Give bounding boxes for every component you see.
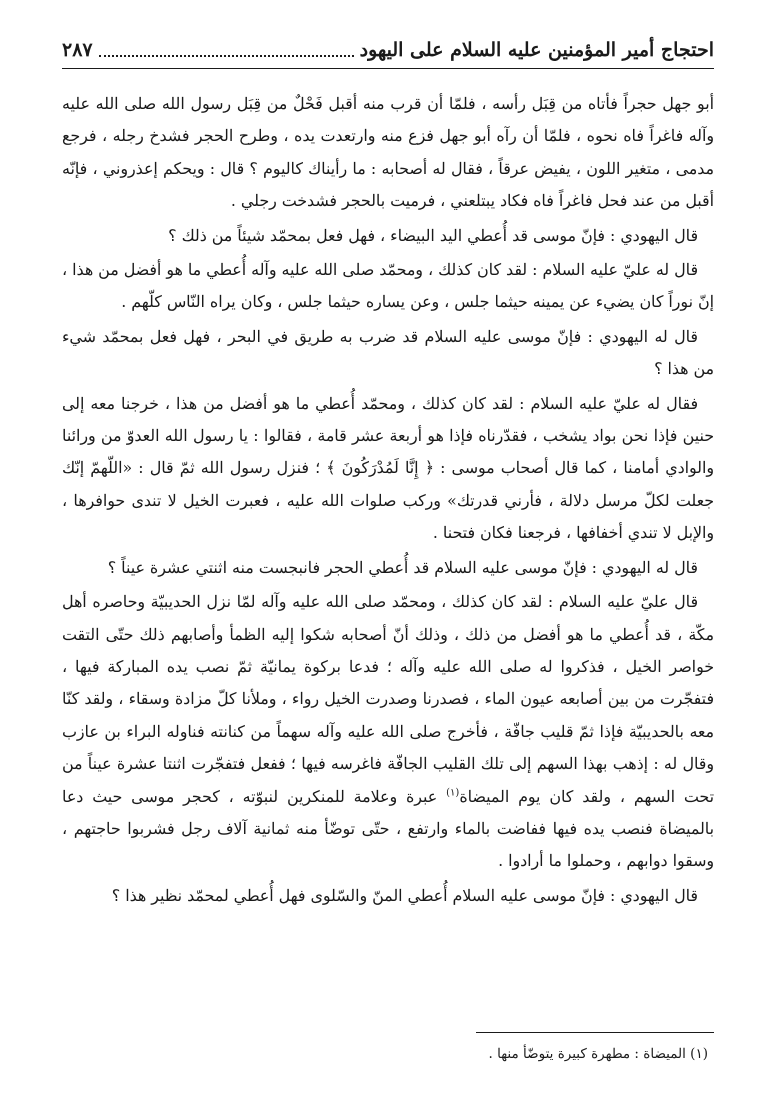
header-title: احتجاج أمير المؤمنين عليه السلام على اليهود: [359, 39, 714, 61]
paragraph-4: قال له اليهودي : فإنّ موسى عليه السلام قد ضرب به طريق في البحر ، فهل فعل بمحمّد شيء من هذا ؟: [62, 326, 714, 379]
footnote-rule: [476, 1032, 714, 1033]
header-dot-leader: [99, 43, 354, 57]
paragraph-2: قال اليهودي : فإنّ موسى قد أُعطي اليد البيضاء ، فهل فعل بمحمّد شيئاً من ذلك ؟: [168, 225, 698, 245]
paragraph-3: قال له عليّ عليه السلام : لقد كان كذلك ، ومحمّد صلى الله عليه وآله أُعطي ما هو أفضل من هذا ، إنّ نوراً كان يضيء عن يمينه حيثما جلس ، وعن يساره حيثما جلس ، وكان يراه النّاس كلّهم .: [62, 260, 714, 312]
paragraph-5: فقال له عليّ عليه السلام : لقد كان كذلك ، ومحمّد أُعطي ما هو أفضل من هذا ، خرجنا معه إلى حنين فإذا نحن بواد يشخب ، فقدّرناه فإذا هو أربعة عشر قامة ، فقالوا : يا رسول الله العدوّ من ورائنا والوادي أمامنا ، كما قال أصحاب موسى : ﴿ إِنَّا لَمُدْرَكُونَ ﴾ ؛ فنزل رسول الله ثمّ قال : «اللّهمّ إنّك جعلت لكلّ مرسل دلالة ، فأرني قدرتك» وركب صلوات الله عليه ، فعبرت الخيل لا تندى حوافرها ، والإبل لا تندي أخفافها ، فرجعنا فكان فتحنا .: [62, 393, 714, 543]
paragraph-7-text: قال عليّ عليه السلام : لقد كان كذلك ، ومحمّد صلى الله عليه وآله لمّا نزل الحديبيّة وحاصره أهل مكّة ، قد أُعطي ما هو أفضل من ذلك ، وذلك أنّ أصحابه شكوا إليه الظمأ وأصابهم ذلك حتّى التقت خواصر الخيل ، فذكروا له صلى الله عليه وآله ؛ فدعا بركوة يمانيّة ثمّ نصب يده المباركة فيها ، فتفجّرت من بين أصابعه عيون الماء ، فصدرنا وصدرت الخيل رواء ، وملأنا كلّ مزادة وسقاء ، ولقد كنّا معه بالحديبيّة فإذا ثمّ قليب جافّة ، فأخرج صلى الله عليه وآله سهماً من كنانته فناوله البراء بن عازب وقال له : إذهب بهذا السهم إلى تلك القليب الجافّة فاغرسه فيها ؛ ففعل فتفجّرت اثنتا عشرة عيناً من تحت السهم ، ولقد كان يوم الميضاة: [62, 592, 715, 806]
paragraph-6: قال له اليهودي : فإنّ موسى عليه السلام قد أُعطي الحجر فانبجست منه اثنتي عشرة عيناً ؟: [107, 557, 698, 577]
paragraph-8: قال اليهودي : فإنّ موسى عليه السلام أُعطي المنّ والسّلوى فهل أُعطي لمحمّد نظير هذا ؟: [111, 885, 698, 905]
header-rule: [62, 68, 714, 69]
paragraph-7: [62, 586, 714, 878]
running-header: [62, 34, 714, 66]
paragraph-1: أبو جهل حجراً فأتاه من قِبَل رأسه ، فلمّا أن قرب منه أقبل فَحْلٌ من قِبَل رسول الله صلى الله عليه وآله فاغراً فاه نحوه ، فلمّا أن رآه أبو جهل فزع منه وارتعدت يده ، وطرح الحجر فشدخ رجله ، فرجع مدمى ، متغير اللون ، يفيض عرقاً ، فقال له أصحابه : ما رأيناك كاليوم ؟ قال : ويحكم إعذروني ، فإنّه أقبل من عند فحل فاغراً فاه فكاد يبتلعني ، فرميت بالحجر فشدخت رجلي .: [62, 94, 714, 211]
footnote: (١) الميضاة : مطهرة كبيرة يتوضّأ منها .: [488, 1046, 708, 1062]
page-number: ٢٨٧: [62, 39, 93, 61]
footnote-marker: (١): [446, 787, 460, 799]
main-text: [62, 88, 714, 914]
paragraph-7-continuation: عبرة وعلامة للمنكرين لنبوّته ، كحجر موسى حيث دعا بالميضاة فنصب يده فيها ففاضت بالماء وارتفع ، حتّى توضّأ منه ثمانية آلاف رجل فشربوا حاجتهم ، وسقوا دوابهم ، وحملوا ما أرادوا .: [62, 786, 714, 871]
